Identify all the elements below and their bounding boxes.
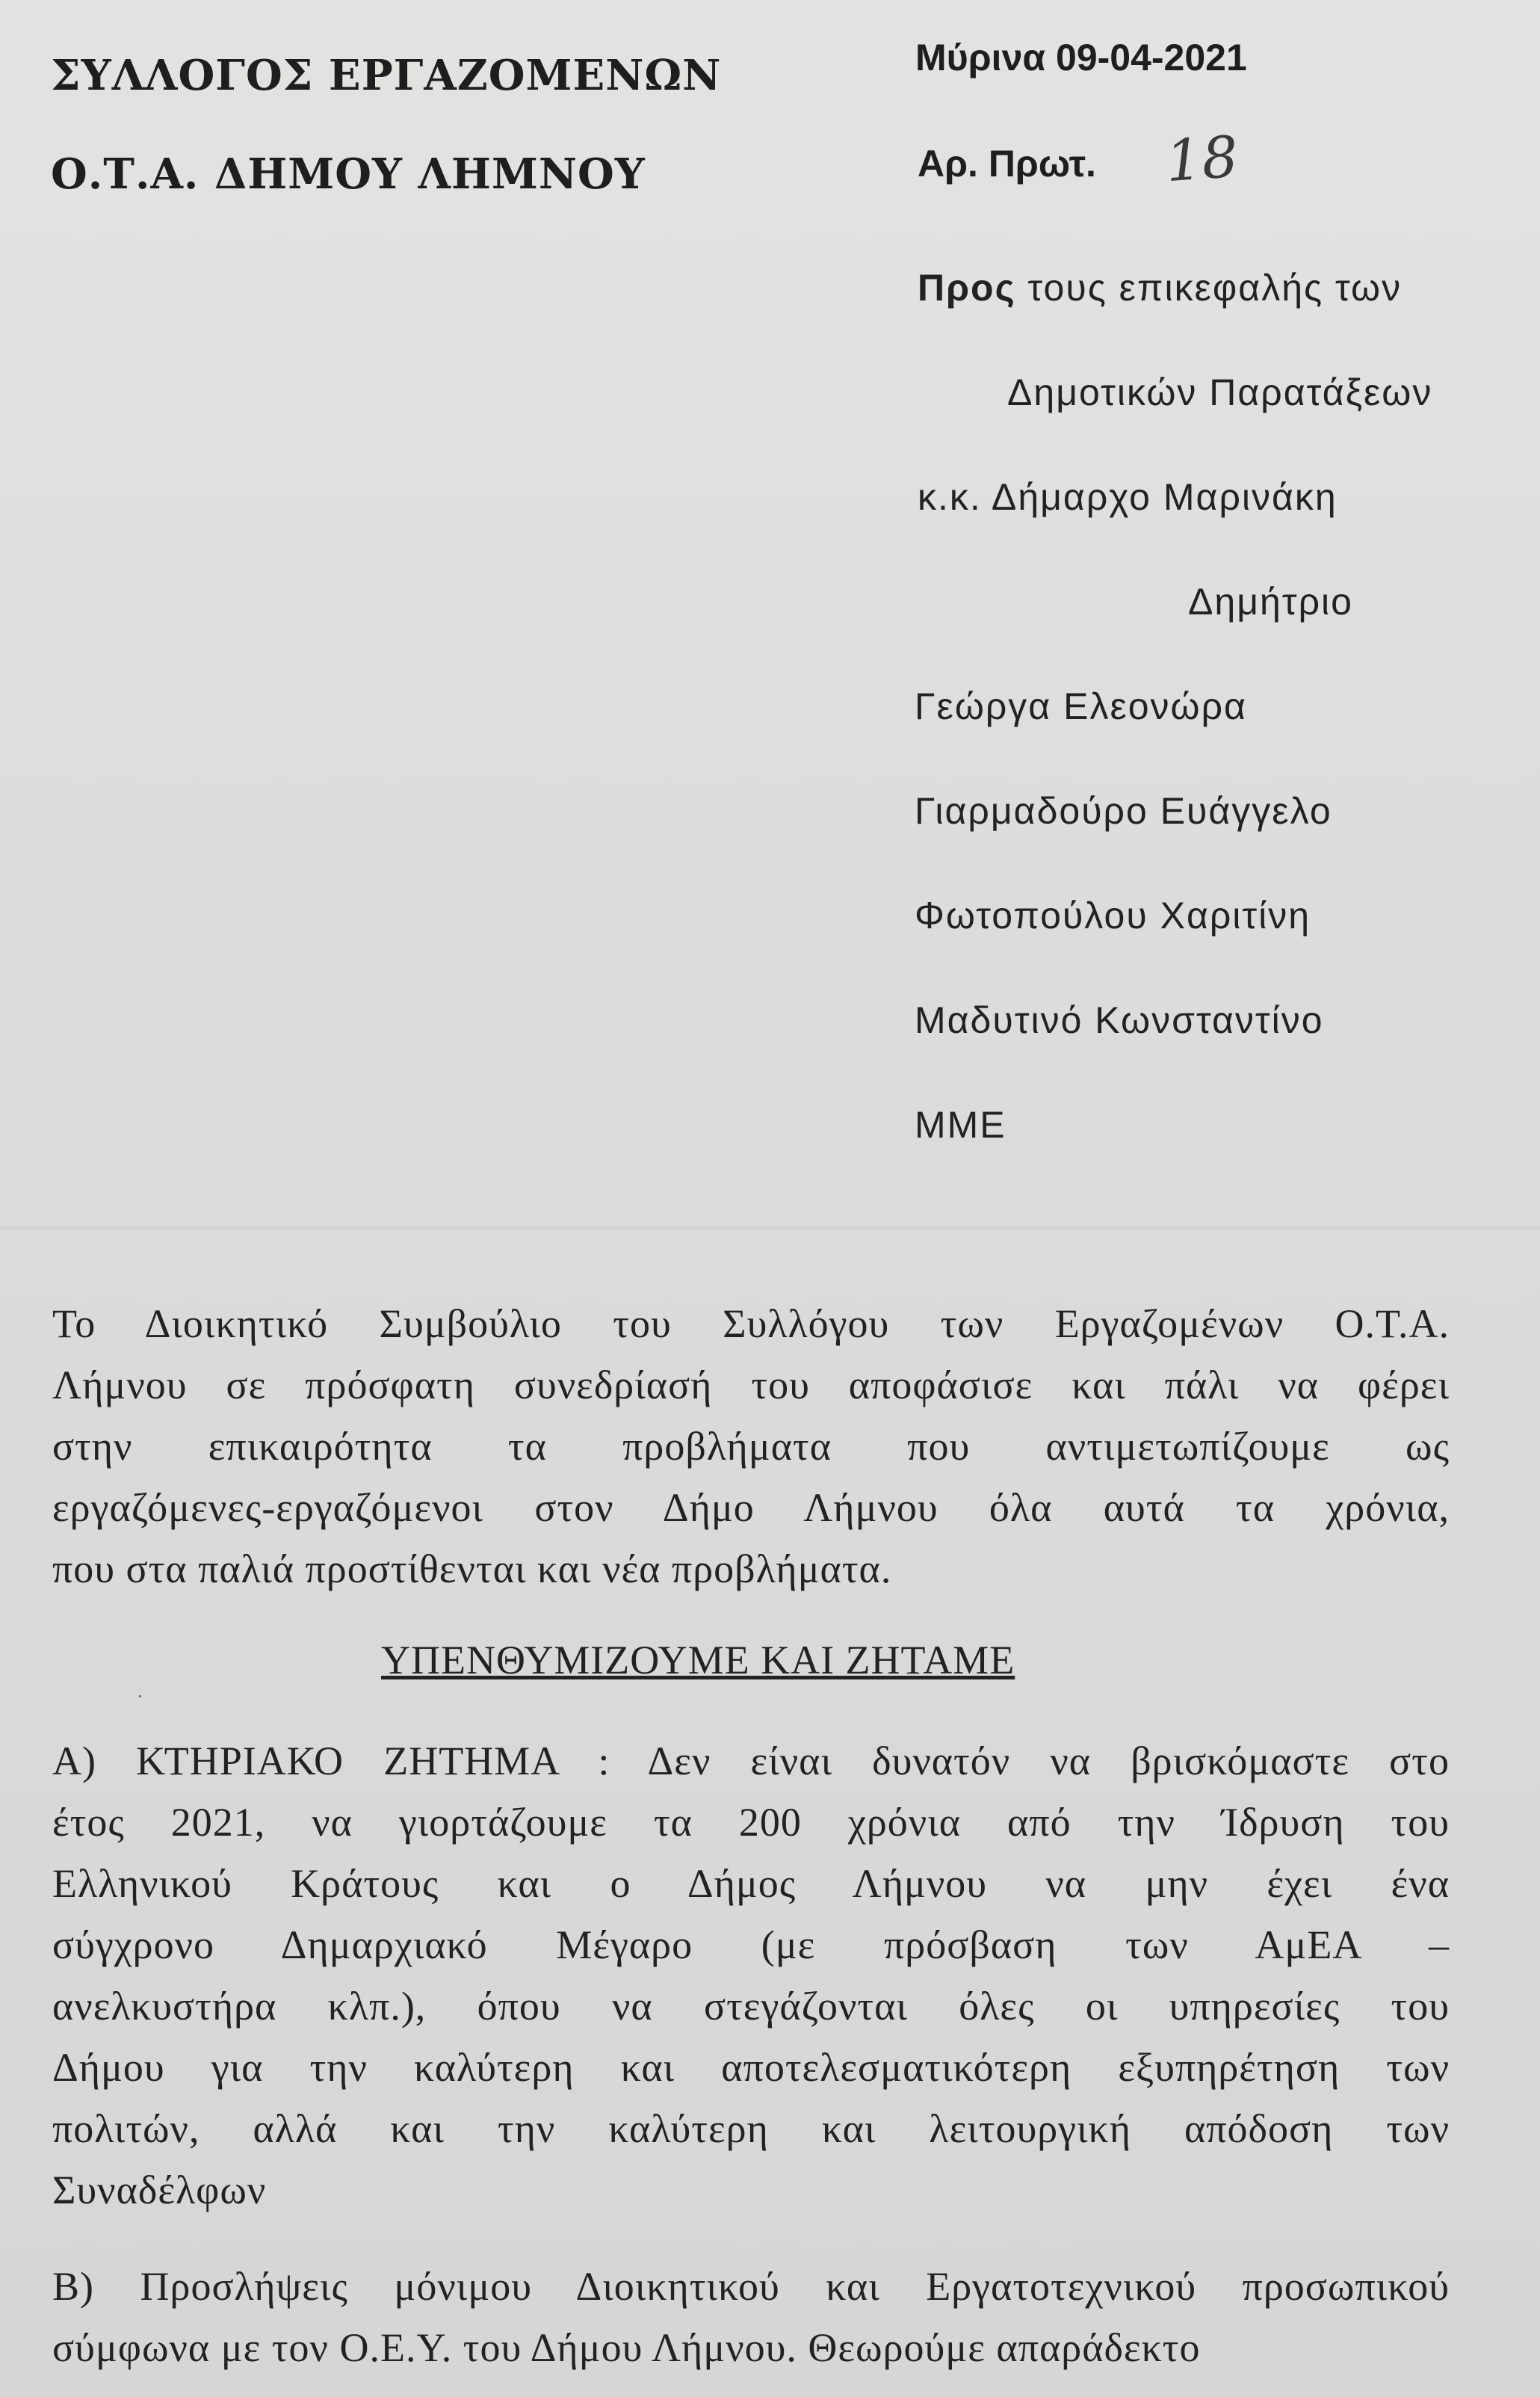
org-name-line2: Ο.Τ.Α. ΔΗΜΟΥ ΛΗΜΝΟΥ [51, 149, 646, 199]
item-a-line-8: Συναδέλφων [52, 2168, 267, 2212]
intro-line-2: Λήμνου σε πρόσφατη συνεδρίασή του αποφάσισε και πάλι να φέρει [52, 1363, 1450, 1407]
item-a-paragraph [52, 1730, 1450, 2221]
intro-line-3: στην επικαιρότητα τα προβλήματα που αντιμετωπίζουμε ως [52, 1424, 1450, 1469]
intro-line-1: Το Διοικητικό Συμβούλιο του Συλλόγου των Εργαζομένων Ο.Τ.Α. [52, 1301, 1450, 1346]
protocol-number-handwritten: 18 [1163, 123, 1240, 195]
intro-line-4: εργαζόμενες-εργαζόμενοι στον Δήμο Λήμνου όλα αυτά τα χρόνια, [52, 1485, 1450, 1530]
intro-line-5: που στα παλιά προστίθενται και νέα προβλήματα. [52, 1546, 892, 1591]
item-a-line-6: Δήμου για την καλύτερη και αποτελεσματικότερη εξυπηρέτηση των [52, 2045, 1450, 2090]
item-a-line-4: σύγχρονο Δημαρχιακό Μέγαρο (με πρόσβαση των ΑμΕΑ – [52, 1922, 1450, 1967]
recipient-line-4: Δημήτριο [1188, 581, 1353, 623]
protocol-label: Αρ. Πρωτ. [918, 143, 1096, 185]
item-a-line-5: ανελκυστήρα κλπ.), όπου να στεγάζονται όλες οι υπηρεσίες του [52, 1984, 1450, 2029]
paper-speck [139, 1695, 141, 1697]
recipient-line-8: Μαδυτινό Κωνσταντίνο [915, 999, 1324, 1041]
recipient-line-3: κ.κ. Δήμαρχο Μαρινάκη [918, 476, 1338, 518]
recipient-text-1: τους επικεφαλής των [1027, 267, 1403, 309]
item-b-line-1: Β) Προσλήψεις μόνιμου Διοικητικού και Εργατοτεχνικού προσωπικού [52, 2264, 1450, 2309]
recipient-line-5: Γεώργα Ελεονώρα [915, 685, 1247, 727]
item-a-line-2: έτος 2021, να γιορτάζουμε τα 200 χρόνια από την Ίδρυση του [52, 1800, 1450, 1845]
intro-paragraph [52, 1293, 1450, 1599]
item-a-line-1: Α) ΚΤΗΡΙΑΚΟ ΖΗΤΗΜΑ : Δεν είναι δυνατόν να βρισκόμαστε στο [52, 1739, 1450, 1783]
recipient-line-2: Δημοτικών Παρατάξεων [1007, 371, 1433, 413]
pros-label: Προς [918, 267, 1016, 309]
recipient-line-7: Φωτοπούλου Χαριτίνη [915, 895, 1311, 937]
section-heading: ΥΠΕΝΘΥΜΙΖΟΥΜΕ ΚΑΙ ΖΗΤΑΜΕ [381, 1638, 1015, 1682]
paper-fold [0, 1226, 1540, 1230]
recipient-line-1 [918, 266, 1402, 309]
org-name-line1: ΣΥΛΛΟΓΟΣ ΕΡΓΑΖΟΜΕΝΩΝ [51, 51, 722, 100]
recipient-line-6: Γιαρμαδούρο Ευάγγελο [915, 790, 1332, 832]
item-b-line-2: σύμφωνα με τον Ο.Ε.Υ. του Δήμου Λήμνου. Θεωρούμε απαράδεκτο [52, 2325, 1201, 2370]
recipient-line-9: ΜΜΕ [915, 1104, 1006, 1146]
item-a-line-7: πολιτών, αλλά και την καλύτερη και λειτουργική απόδοση των [52, 2106, 1450, 2151]
item-b-paragraph [52, 2256, 1450, 2378]
place-date: Μύρινα 09-04-2021 [915, 37, 1247, 78]
item-a-line-3: Ελληνικού Κράτους και ο Δήμος Λήμνου να μην έχει ένα [52, 1861, 1450, 1906]
